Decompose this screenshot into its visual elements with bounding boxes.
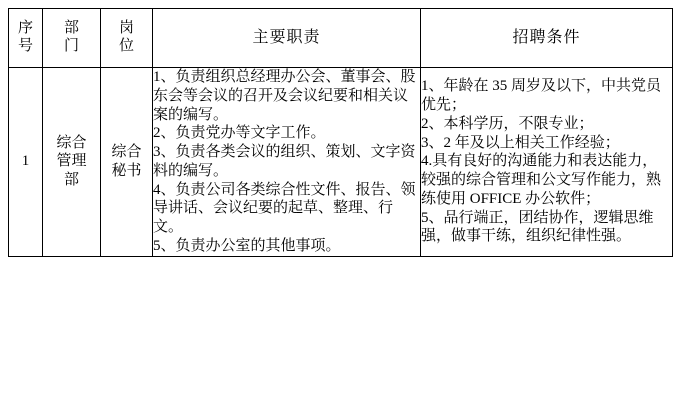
column-header-number-line1: 序 xyxy=(17,20,33,37)
column-header-department xyxy=(43,9,101,68)
table-header-row xyxy=(9,9,673,68)
requirement-item: 2、本科学历，不限专业； xyxy=(421,115,594,132)
duty-item: 4、负责公司各类综合性文件、报告、领导讲话、会议纪要的起草、整理、行文。 xyxy=(153,181,416,235)
row-number: 1 xyxy=(9,68,43,257)
duty-item: 5、负责办公室的其他事项。 xyxy=(153,237,341,254)
column-header-duties-label: 主要职责 xyxy=(252,28,321,46)
row-requirements xyxy=(421,68,673,257)
column-header-position xyxy=(101,9,153,68)
column-header-requirements xyxy=(421,9,673,68)
requirement-item: 4.具有良好的沟通能力和表达能力，较强的综合管理和公文写作能力，熟练使用 OFFICE 办公软件； xyxy=(421,153,662,207)
row-department-line2: 管理 xyxy=(56,153,87,170)
row-position xyxy=(101,68,153,257)
column-header-number xyxy=(9,9,43,68)
row-department-line1: 综合 xyxy=(56,134,87,151)
row-duties xyxy=(153,68,421,257)
row-position-line1: 综合 xyxy=(111,144,142,160)
requirement-item: 1、年龄在 35 周岁及以下，中共党员优先； xyxy=(421,78,662,114)
row-department xyxy=(43,68,101,257)
row-position-line2: 秘书 xyxy=(111,162,142,179)
row-department-line3: 部 xyxy=(63,172,79,189)
requirement-item: 3、2 年及以上相关工作经验； xyxy=(421,134,620,151)
duty-item: 3、负责各类会议的组织、策划、文字资料的编写。 xyxy=(153,144,416,179)
duty-item: 1、负责组织总经理办公会、董事会、股东会等会议的召开及会议纪要和相关议案的编写。 xyxy=(153,69,416,123)
column-header-duties xyxy=(153,9,421,68)
column-header-department-line2: 门 xyxy=(63,38,79,54)
column-header-position-line2: 位 xyxy=(118,38,134,54)
column-header-number-line2: 号 xyxy=(17,38,33,54)
table-row xyxy=(9,68,673,257)
column-header-department-line1: 部 xyxy=(63,20,79,37)
column-header-position-line1: 岗 xyxy=(118,20,134,37)
duty-item: 2、负责党办等文字工作。 xyxy=(153,125,326,142)
column-header-requirements-label: 招聘条件 xyxy=(512,28,581,46)
recruitment-table xyxy=(8,8,673,257)
requirement-item: 5、品行端正，团结协作，逻辑思维强，做事干练，组织纪律性强。 xyxy=(421,209,654,245)
